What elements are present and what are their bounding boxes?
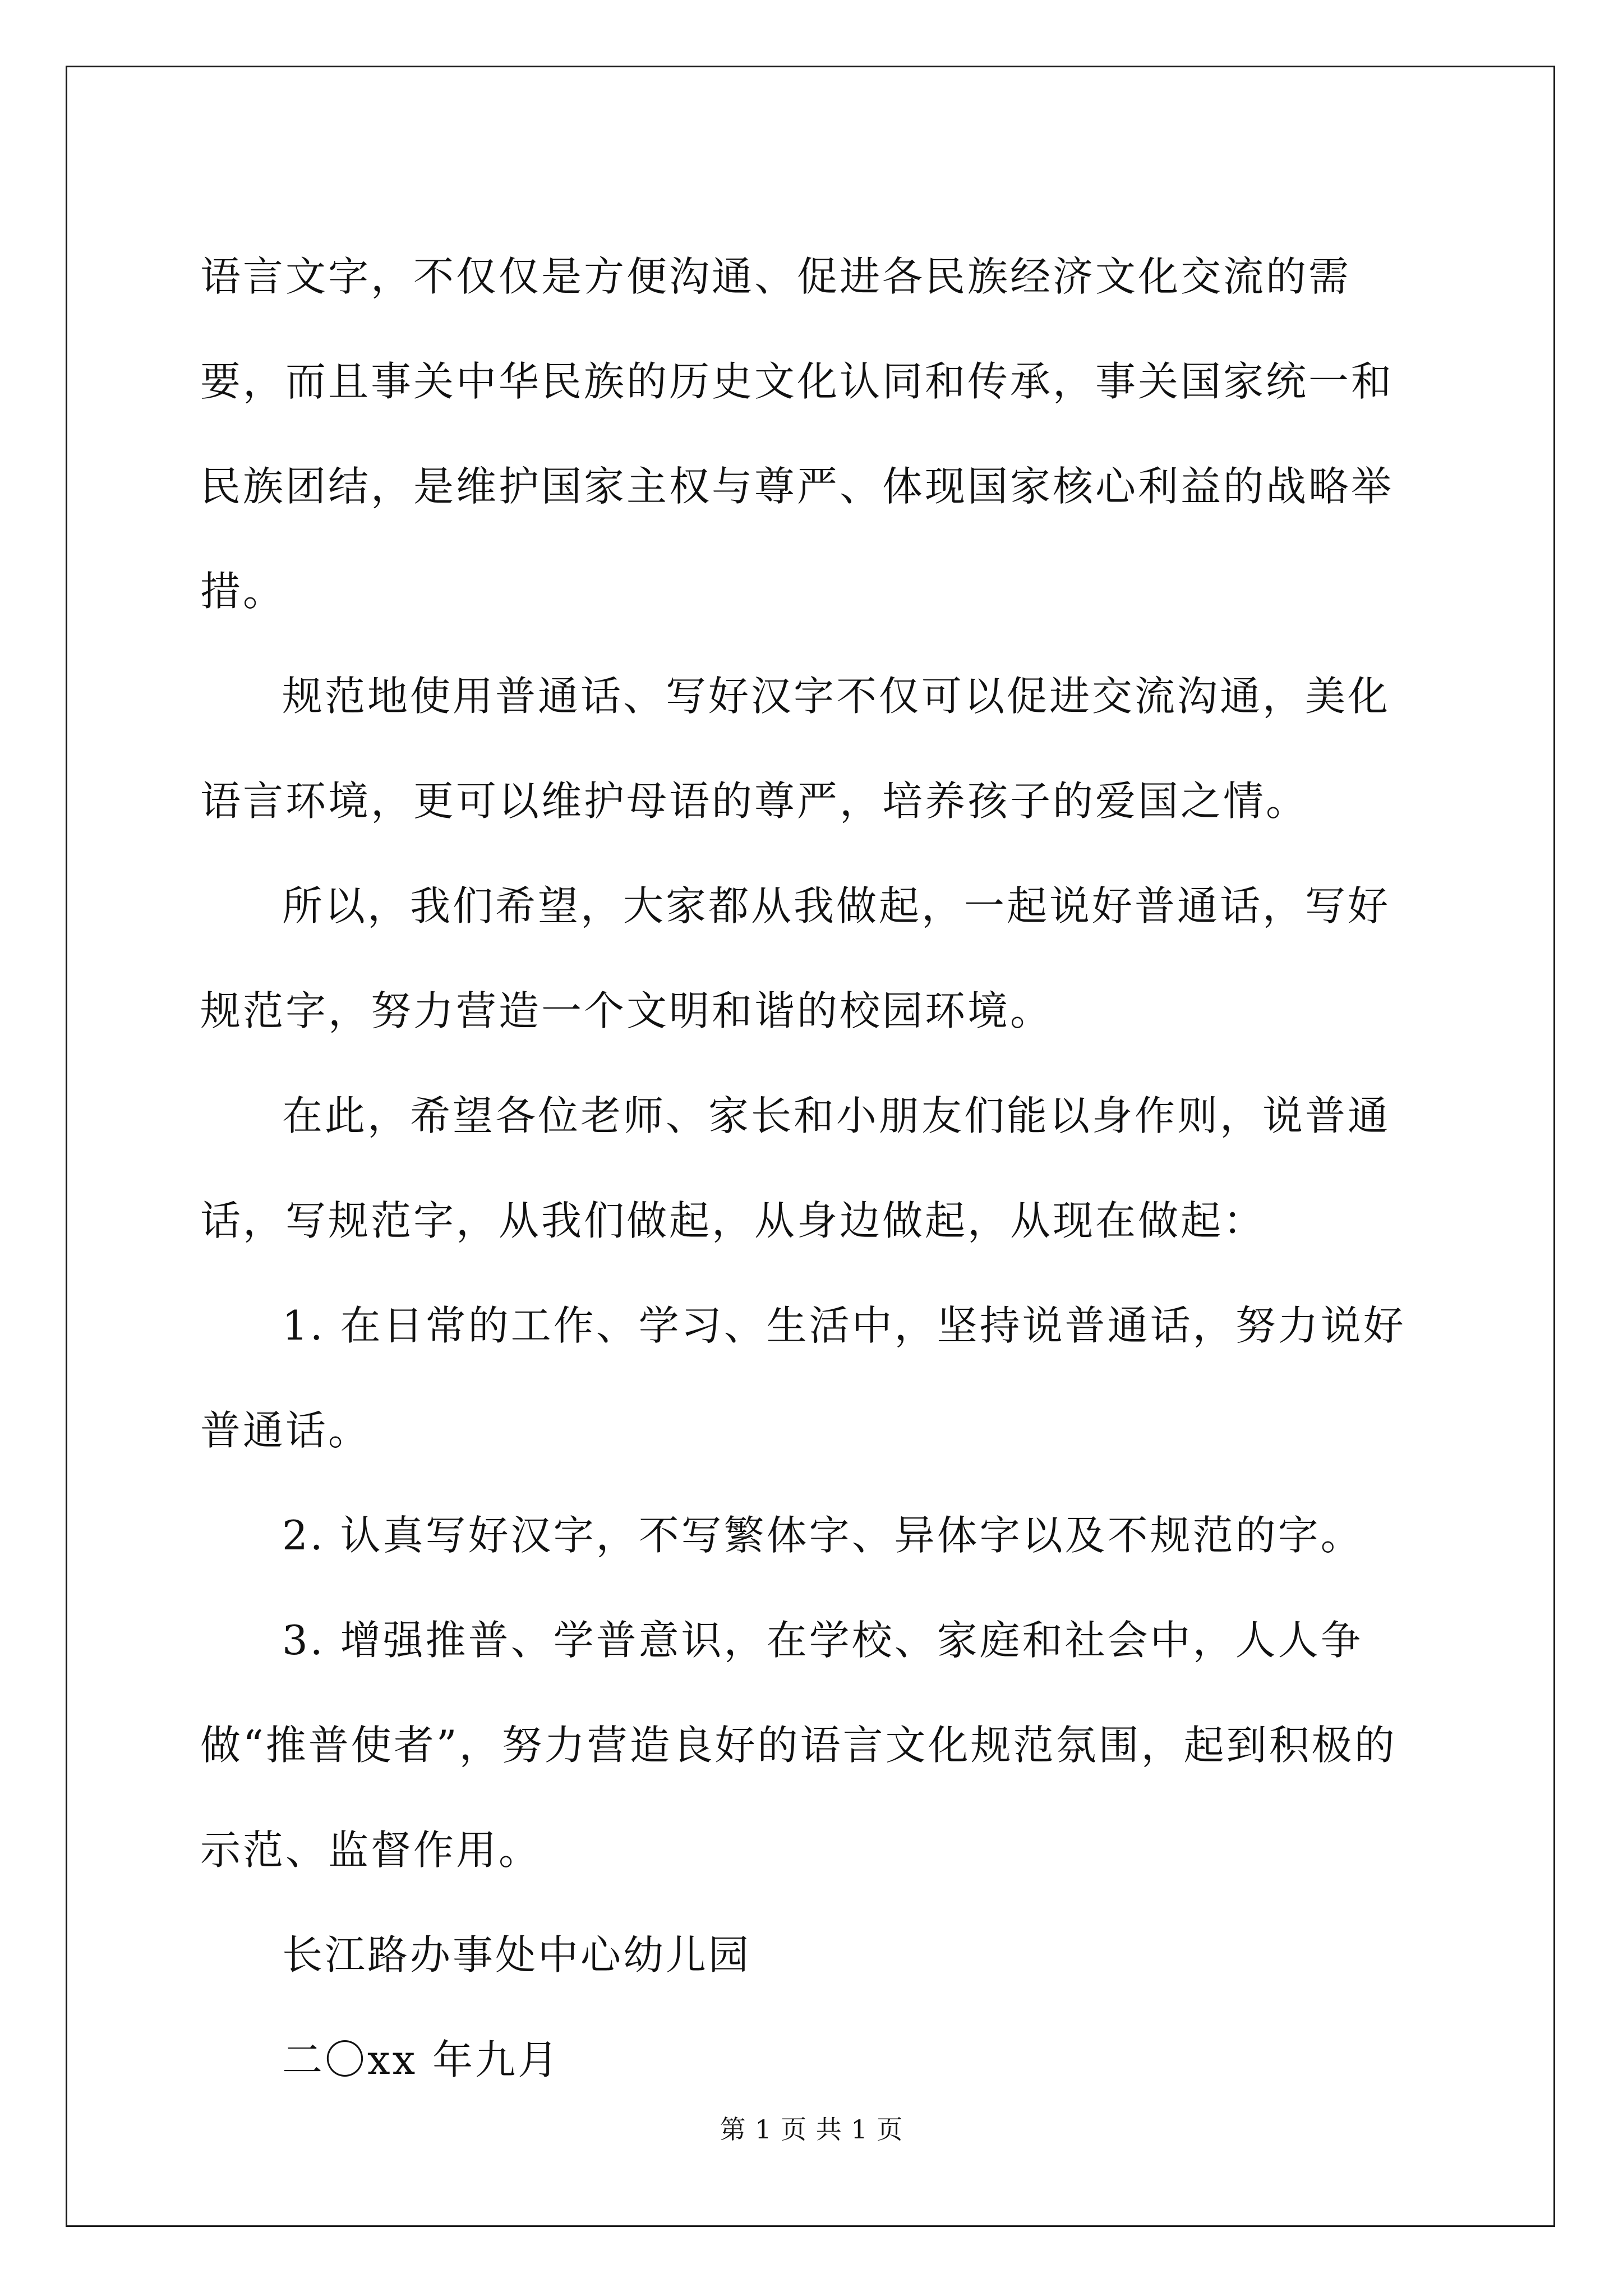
signature-organization: 长江路办事处中心幼儿园: [282, 1931, 751, 1978]
list-item-3: 3. 增强推普、学普意识，在学校、家庭和社会中，人人争做“推普使者”，努力营造良好的语言文化规范氛围，起到积极的示范、监督作用。: [200, 1617, 1397, 1874]
page-footer: 第 1 页 共 1 页: [720, 2114, 903, 2145]
paragraph-3: 所以，我们希望，大家都从我做起，一起说好普通话，写好规范字，努力营造一个文明和谐的校园环境。: [200, 882, 1391, 1034]
list-item-2: 2. 认真写好汉字，不写繁体字、异体字以及不规范的字。: [282, 1512, 1363, 1559]
paragraph-1: 语言文字，不仅仅是方便沟通、促进各民族经济文化交流的需要，而且事关中华民族的历史文化认同和传承，事关国家统一和民族团结，是维护国家主权与尊严、体现国家核心利益的战略举措。: [200, 253, 1394, 615]
paragraph-4: 在此，希望各位老师、家长和小朋友们能以身作则，说普通话，写规范字，从我们做起，从身边做起，从现在做起：: [200, 1092, 1391, 1244]
list-item-1: 1. 在日常的工作、学习、生活中，坚持说普通话，努力说好普通话。: [200, 1302, 1406, 1454]
document-body: [200, 224, 1424, 2113]
paragraph-2: 规范地使用普通话、写好汉字不仅可以促进交流沟通，美化语言环境，更可以维护母语的尊严，培养孩子的爱国之情。: [200, 673, 1391, 825]
signature-date: 二〇xx 年九月: [282, 2036, 561, 2083]
